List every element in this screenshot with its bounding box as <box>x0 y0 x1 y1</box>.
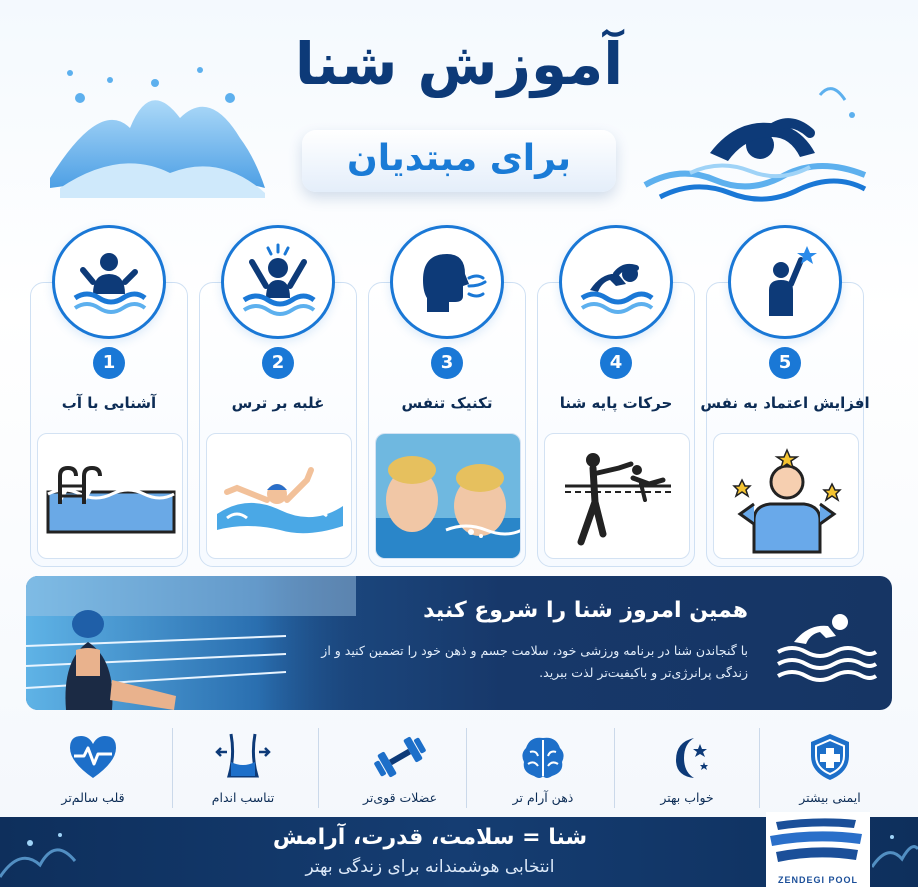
page-subtitle: برای مبتدیان <box>302 130 616 192</box>
brain-icon <box>516 730 570 784</box>
step-1-label: آشنایی با آب <box>61 394 157 412</box>
heart-pulse-icon <box>66 730 120 784</box>
step-4-icon-circle <box>559 225 673 339</box>
step-5-label: افزایش اعتماد به نفس <box>700 394 870 412</box>
footer-title: شنا = سلامت، قدرت، آرامش <box>272 825 588 850</box>
benefit-safety-label: ایمنی بیشتر <box>799 790 861 805</box>
breathing-swimmer-photo <box>375 433 521 559</box>
divider <box>318 728 319 808</box>
step-3-number: 3 <box>431 347 463 379</box>
swimmer-waves-icon <box>774 606 878 686</box>
waist-measure-icon <box>213 730 273 784</box>
step-3-icon-circle <box>390 225 504 339</box>
page-title: آموزش شنا <box>294 30 624 98</box>
swim-technique-illustration <box>544 433 690 559</box>
banner-text: با گنجاندن شنا در برنامه ورزشی خود، سلامت جسم و ذهن خود را تضمین کنید و از زندگی پرانرژی‌تر و باکیفیت‌تر لذت ببرید. <box>321 643 748 680</box>
brand-logo[interactable] <box>766 812 870 887</box>
banner-title: همین امروز شنا را شروع کنید <box>423 598 748 623</box>
benefit-calm-mind-label: ذهن آرام تر <box>512 790 574 805</box>
step-1-number: 1 <box>93 347 125 379</box>
step-2-number: 2 <box>262 347 294 379</box>
step-3-label: تکنیک تنفس <box>401 394 493 412</box>
benefit-heart-label: قلب سالم‌تر <box>61 790 125 805</box>
breathing-head-icon <box>407 242 487 322</box>
water-splash-decoration <box>0 817 90 887</box>
benefit-muscles-label: عضلات قوی‌تر <box>362 790 438 805</box>
logo-waves-icon <box>766 812 870 872</box>
divider <box>466 728 467 808</box>
benefit-fitness <box>184 730 302 812</box>
divider <box>172 728 173 808</box>
logo-text: ZENDEGI POOL <box>777 875 858 885</box>
benefit-calm-mind <box>484 730 602 812</box>
benefit-heart <box>34 730 152 812</box>
step-2-label: غلبه بر ترس <box>231 394 325 412</box>
step-2-icon-circle <box>221 225 335 339</box>
moon-stars-icon <box>660 730 714 784</box>
confident-person-illustration <box>713 433 859 559</box>
step-4-label: حرکات پایه شنا <box>559 394 673 412</box>
step-5-icon-circle <box>728 225 842 339</box>
step-5-number: 5 <box>769 347 801 379</box>
water-splash-illustration <box>40 58 270 208</box>
person-in-water-icon <box>69 242 149 322</box>
confident-person-star-icon <box>745 242 825 322</box>
dumbbell-icon <box>370 730 430 784</box>
divider <box>614 728 615 808</box>
pool-ladder-illustration <box>37 433 183 559</box>
benefit-sleep <box>628 730 746 812</box>
benefit-fitness-label: تناسب اندام <box>211 790 275 805</box>
step-1-icon-circle <box>52 225 166 339</box>
step-4-number: 4 <box>600 347 632 379</box>
swimmer-icon <box>576 242 656 322</box>
divider <box>759 728 760 808</box>
drowning-person-illustration <box>206 433 352 559</box>
benefit-muscles <box>341 730 459 812</box>
swimmer-poolside-photo <box>26 576 356 710</box>
water-splash-decoration <box>872 817 918 887</box>
footer-subtitle: انتخابی هوشمندانه برای زندگی بهتر <box>305 857 555 877</box>
benefit-sleep-label: خواب بهتر <box>660 790 714 805</box>
shield-cross-icon <box>803 730 857 784</box>
drowning-person-icon <box>238 242 318 322</box>
cta-banner <box>26 576 892 710</box>
benefit-safety <box>771 730 889 812</box>
swimmer-illustration <box>640 75 870 205</box>
